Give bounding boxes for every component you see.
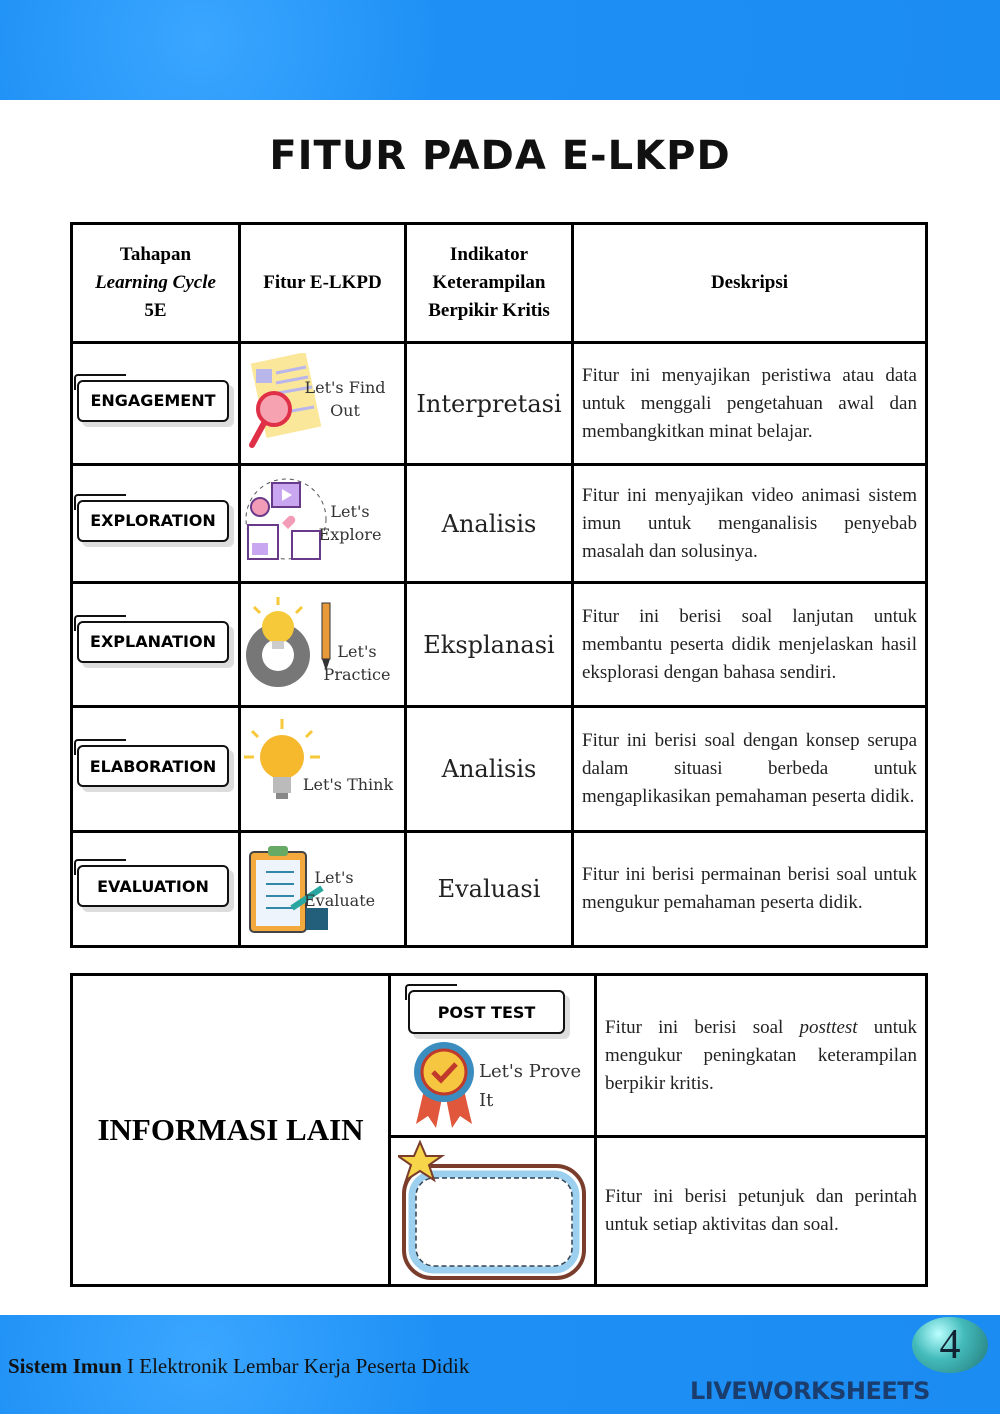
footer-text	[8, 1354, 469, 1379]
header-deskripsi: Deskripsi	[571, 222, 928, 344]
stage-badge-engagement: ENGAGEMENT	[77, 380, 229, 422]
footer-title: Sistem Imun	[8, 1354, 122, 1378]
indicator-cell: Analisis	[404, 705, 574, 833]
info-label: INFORMASI LAIN	[70, 973, 391, 1287]
post-test-feature-label: Let's Prove It	[479, 1061, 582, 1111]
description-cell: Fitur ini berisi soal dengan konsep serupa dalam situasi berbeda untuk mengaplikasikan pemahaman peserta didik.	[571, 705, 928, 833]
feature-label: Let's Explore	[318, 502, 382, 544]
header-text: Learning Cycle	[95, 272, 216, 293]
stage-badge-elaboration: ELABORATION	[77, 745, 229, 787]
feature-label: Let's Think	[302, 775, 394, 794]
feature-label: Let's Evaluate	[304, 868, 376, 910]
stage-badge-exploration: EXPLORATION	[77, 500, 229, 542]
header-text: 5E	[144, 300, 167, 321]
liveworksheets-logo[interactable]: LIVEWORKSHEETS	[690, 1377, 930, 1405]
desc-text: Fitur ini berisi soal	[605, 1016, 800, 1038]
indicator-cell: Evaluasi	[404, 830, 574, 948]
instruction-description: Fitur ini berisi petunjuk dan perintah untuk setiap aktivitas dan soal.	[594, 1135, 928, 1287]
indicator-cell: Eksplanasi	[404, 581, 574, 708]
description-cell: Fitur ini menyajikan peristiwa atau data untuk menggali pengetahuan awal dan membangkitkan minat belajar.	[571, 341, 928, 466]
feature-label: Let's Find Out	[304, 378, 386, 420]
description-cell: Fitur ini berisi permainan berisi soal untuk mengukur pemahaman peserta didik.	[571, 830, 928, 948]
stage-badge-evaluation: EVALUATION	[77, 865, 229, 907]
post-test-badge: POST TEST	[408, 990, 565, 1034]
post-test-description	[594, 973, 928, 1138]
header-indikator: Indikator Keterampilan Berpikir Kritis	[404, 222, 574, 344]
page-number: 4	[912, 1317, 988, 1373]
footer-subtitle: I Elektronik Lembar Kerja Peserta Didik	[121, 1354, 470, 1378]
header-band	[0, 0, 1000, 100]
indicator-cell: Interpretasi	[404, 341, 574, 466]
indicator-cell: Analisis	[404, 463, 574, 584]
instruction-frame-icon	[398, 1140, 588, 1282]
description-cell: Fitur ini berisi soal lanjutan untuk membantu peserta didik menjelaskan hasil eksplorasi dengan bahasa sendiri.	[571, 581, 928, 708]
lightbulb-gear-icon	[242, 593, 334, 689]
desc-text-italic: posttest	[799, 1016, 858, 1038]
description-cell: Fitur ini menyajikan video animasi sistem imun untuk menganalisis penyebab masalah dan solusinya.	[571, 463, 928, 584]
header-fitur: Fitur E-LKPD	[238, 222, 407, 344]
stage-badge-explanation: EXPLANATION	[77, 621, 229, 663]
page-title: FITUR PADA E-LKPD	[269, 133, 731, 179]
lightbulb-icon	[242, 717, 334, 813]
desc-text: untuk mengukur peningkatan keterampilan berpikir kritis.	[605, 1016, 918, 1094]
header-tahapan	[70, 222, 241, 344]
header-text: Tahapan	[119, 244, 192, 265]
feature-label: Let's Practice	[323, 642, 391, 684]
medal-icon	[410, 1040, 478, 1130]
